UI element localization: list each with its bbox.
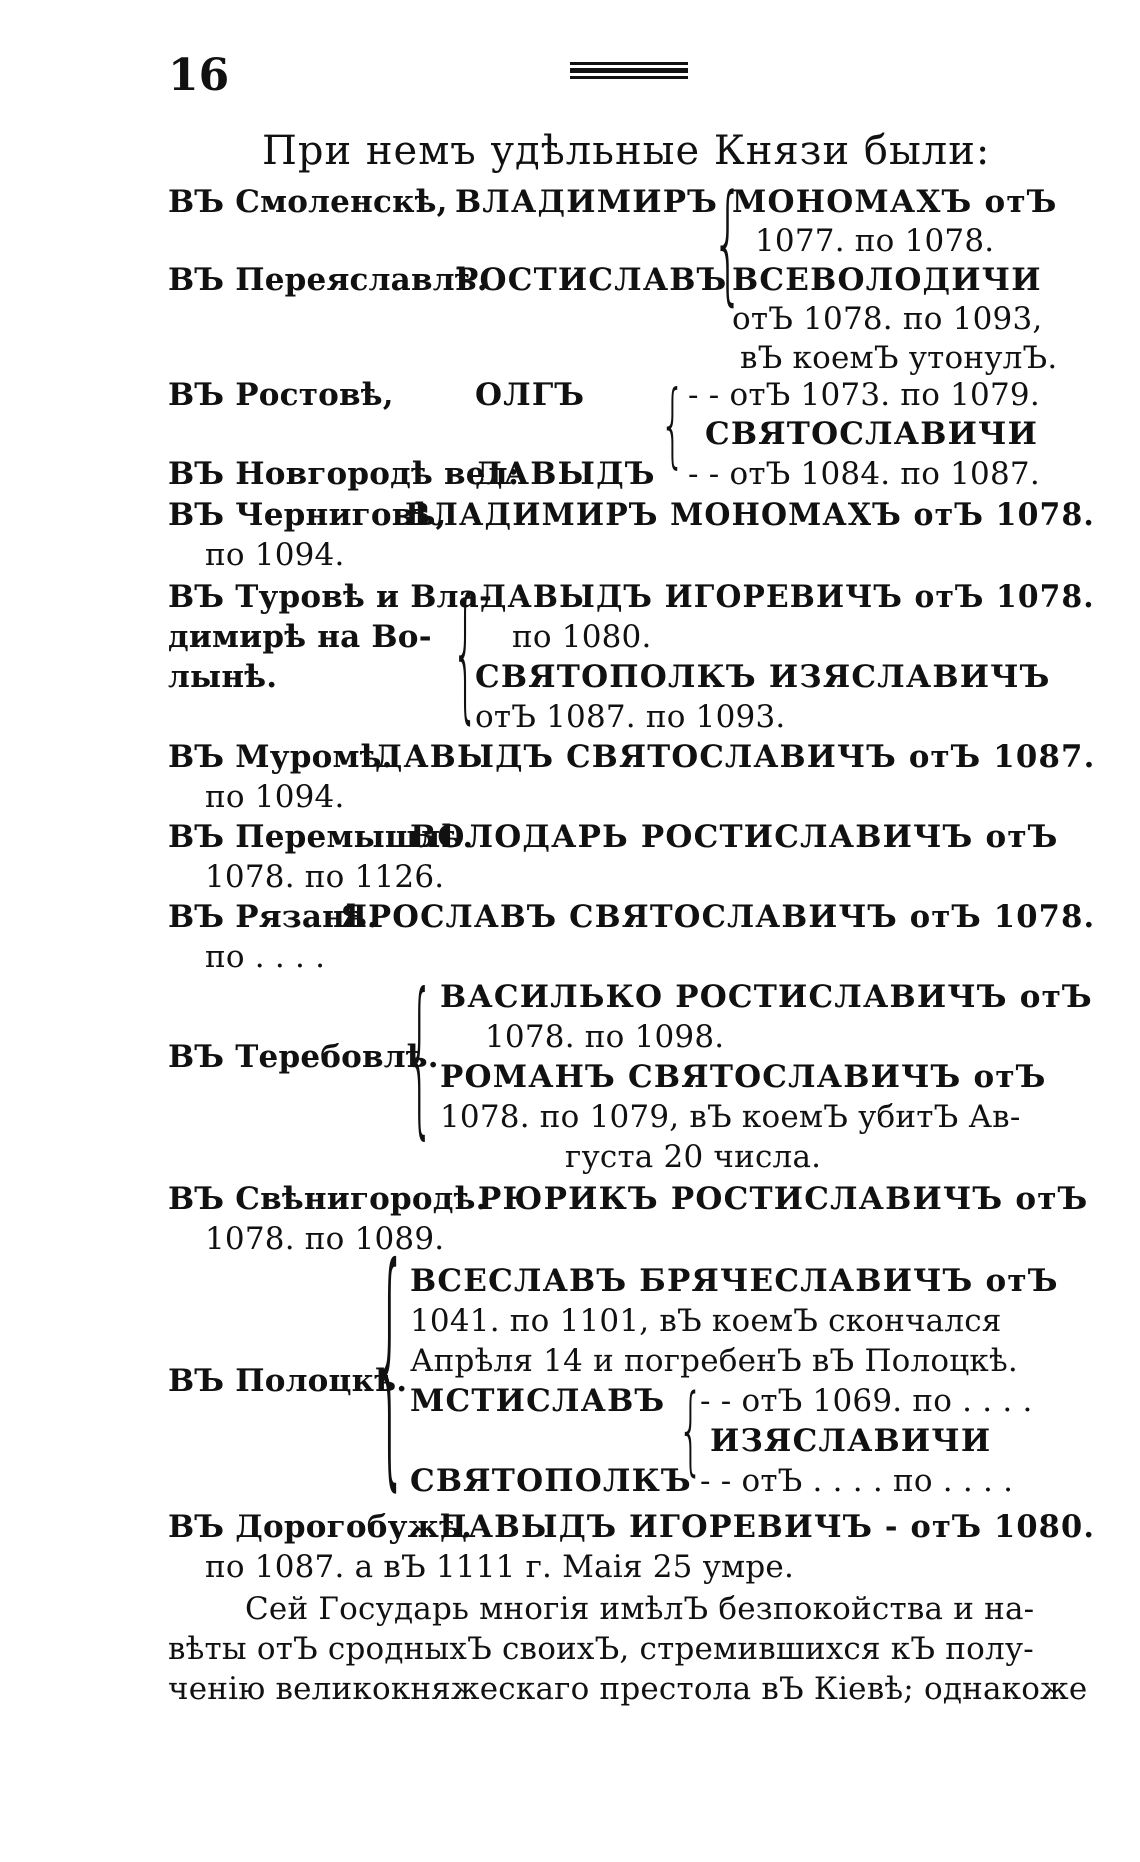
line-vasilko: ВАСИЛЬКО РОСТИСЛАВИЧЪ отЪ	[440, 979, 1093, 1015]
paragraph-line-1: Сей Государь многія имѣлЪ безпокойства и на-	[245, 1591, 1035, 1627]
line-peremyshl-end: 1078. по 1126.	[205, 859, 445, 895]
line-ryazan-prince: ЯРОСЛАВЪ СВЯТОСЛАВИЧЪ отЪ 1078.	[340, 899, 1096, 935]
line-terebovl: ВЪ Теребовлѣ.	[168, 1039, 439, 1075]
line-david-dates: - - отЪ 1084. по 1087.	[688, 456, 1040, 492]
brace-terebovl: {	[405, 955, 435, 1155]
line-svyatopolk: СВЯТОПОЛКЪ	[410, 1463, 692, 1499]
ornamental-rule-top	[570, 62, 688, 65]
line-smolensk: ВЪ Смоленскѣ,	[168, 184, 448, 220]
line-roman-end: густа 20 числа.	[565, 1139, 822, 1175]
line-monomakh: МОНОМАХЪ отЪ	[732, 184, 1058, 220]
line-chernigov-end: по 1094.	[205, 537, 345, 573]
brace-polotsk: {	[372, 1217, 408, 1516]
line-vseslav: ВСЕСЛАВЪ БРЯЧЕСЛАВИЧЪ отЪ	[410, 1263, 1059, 1299]
line-chernigov: ВЪ Черниговѣ,	[168, 497, 447, 533]
line-murom: ВЪ Муромѣ.	[168, 739, 393, 775]
brace-izyaslavichi: {	[678, 1376, 704, 1488]
line-chernigov-prince: ВЛАДИМИРЪ МОНОМАХЪ отЪ 1078.	[405, 497, 1095, 533]
line-ryazan: ВЪ Рязанѣ.	[168, 899, 379, 935]
line-turov-3: лынѣ.	[168, 659, 278, 695]
line-peremyshl-prince: ВОЛОДАРЬ РОСТИСЛАВИЧЪ отЪ	[410, 819, 1059, 855]
brace-svyatoslavichi: {	[660, 373, 686, 479]
line-oleg: ОЛГЪ	[475, 377, 586, 413]
line-izyaslavichi: ИЗЯСЛАВИЧИ	[710, 1423, 992, 1459]
line-svenigorod-end: 1078. по 1089.	[205, 1221, 445, 1257]
paragraph-line-3: ченію великокняжескаго престола вЪ Кіевѣ; однакоже	[168, 1671, 1088, 1707]
line-turov-2: димирѣ на Во-	[168, 619, 432, 655]
line-mstislav-dates: - - отЪ 1069. по . . . .	[700, 1383, 1033, 1419]
line-roman: РОМАНЪ СВЯТОСЛАВИЧЪ отЪ	[440, 1059, 1047, 1095]
line-dorogobuzh-prince: ДАВЫДЪ ИГОРЕВИЧЪ - отЪ 1080.	[440, 1509, 1096, 1545]
line-vasilko-dates: 1078. по 1098.	[485, 1019, 725, 1055]
line-oleg-dates: - - отЪ 1073. по 1079.	[688, 377, 1040, 413]
line-ryazan-end: по . . . .	[205, 939, 326, 975]
line-pereyaslavl: ВЪ Переяславлѣ.	[168, 262, 488, 298]
line-svenigorod: ВЪ Свѣнигородѣ.	[168, 1181, 487, 1217]
line-svyatopolk-dates-polotsk: - - отЪ . . . . по . . . .	[700, 1463, 1014, 1499]
line-vseslav-dates: 1041. по 1101, вЪ коемЪ скончался	[410, 1303, 1002, 1339]
line-svyatoslavichi: СВЯТОСЛАВИЧИ	[705, 416, 1039, 452]
line-murom-end: по 1094.	[205, 779, 345, 815]
line-rostislav: РОСТИСЛАВЪ	[455, 262, 728, 298]
line-david-igorevich-end: по 1080.	[512, 619, 652, 655]
line-svyatopolk-dates: отЪ 1087. по 1093.	[475, 699, 786, 735]
brace-turov: {	[452, 566, 479, 738]
paragraph-line-2: вѣты отЪ сродныхЪ своихЪ, стремившихся кЪ полу-	[168, 1631, 1034, 1667]
line-drowned: вЪ коемЪ утонулЪ.	[740, 340, 1058, 376]
line-svyatopolk-izyaslavich: СВЯТОПОЛКЪ ИЗЯСЛАВИЧЪ	[475, 659, 1051, 695]
ornamental-rule-middle	[570, 68, 688, 73]
ornamental-rule-bottom	[570, 76, 688, 79]
line-david: ДАВЫДЪ	[475, 456, 656, 492]
page-number: 16	[168, 50, 230, 101]
brace-vsevolodichi: {	[712, 167, 744, 319]
line-turov-1: ВЪ Туровѣ и Вла-	[168, 579, 493, 615]
line-vsevolodichi: ВСЕВОЛОДИЧИ	[732, 262, 1042, 298]
line-murom-prince: ДАВЫДЪ СВЯТОСЛАВИЧЪ отЪ 1087.	[375, 739, 1096, 775]
line-peremyshl: ВЪ Перемышлѣ.	[168, 819, 474, 855]
line-rostov: ВЪ Ростовѣ,	[168, 377, 394, 413]
line-dorogobuzh: ВЪ Дорогобужѣ.	[168, 1509, 473, 1545]
line-svenigorod-prince: РЮРИКЪ РОСТИСЛАВИЧЪ отЪ	[478, 1181, 1089, 1217]
section-heading: При немъ удѣльные Князи были:	[262, 128, 991, 174]
line-vladimir: ВЛАДИМИРЪ	[455, 184, 719, 220]
line-dorogobuzh-end: по 1087. а вЪ 1111 г. Маія 25 умре.	[205, 1549, 794, 1585]
line-vseslav-death: Апрѣля 14 и погребенЪ вЪ Полоцкѣ.	[410, 1343, 1018, 1379]
line-roman-dates: 1078. по 1079, вЪ коемЪ убитЪ Ав-	[440, 1099, 1021, 1135]
line-polotsk: ВЪ Полоцкѣ.	[168, 1363, 408, 1399]
line-monomakh-dates: 1077. по 1078.	[755, 223, 995, 259]
line-mstislav: МСТИСЛАВЪ	[410, 1383, 666, 1419]
line-rostislav-dates: отЪ 1078. по 1093,	[732, 301, 1043, 337]
line-novgorod: ВЪ Новгородѣ вел:	[168, 456, 520, 492]
line-david-igorevich: ДАВЫДЪ ИГОРЕВИЧЪ отЪ 1078.	[480, 579, 1095, 615]
